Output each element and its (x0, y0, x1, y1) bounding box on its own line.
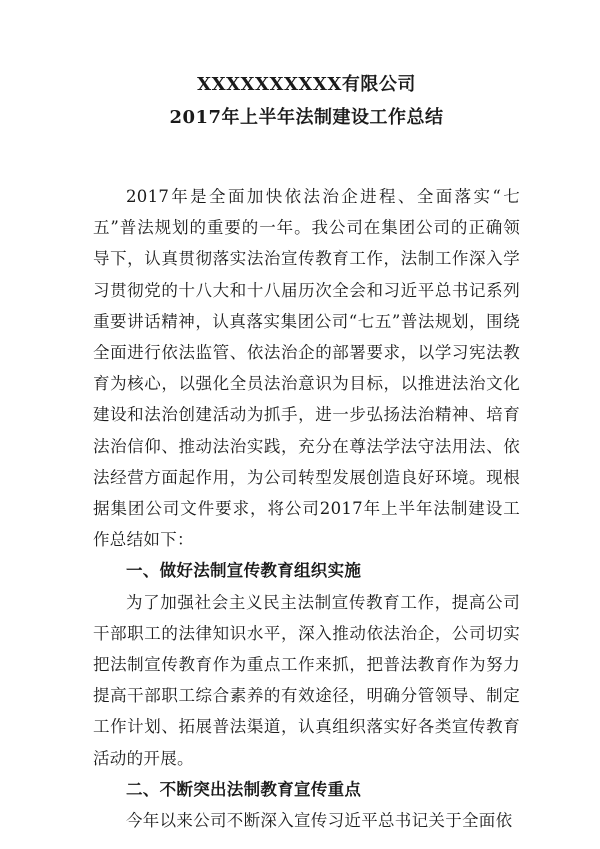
section-2-heading: 二、不断突出法制教育宣传重点 (126, 779, 362, 799)
document-body (93, 181, 520, 836)
section-2-paragraph: 今年以来公司不断深入宣传习近平总书记关于全面依 (126, 811, 513, 831)
intro-paragraph: 2017年是全面加快依法治企进程、全面落实“七五”普法规划的重要的一年。我公司在集团公司的正确领导下，认真贯彻落实法治宣传教育工作，法制工作深入学习贯彻党的十八大和十八届历次全会和习近平总书记系列重要讲话精神，认真落实集团公司“七五”普法规划，围绕全面进行依法监管、依法治企的部署要求，以学习宪法教育为核心，以强化全员法治意识为目标，以推进法治文化建设和法治创建活动为抓手，进一步弘扬法治精神、培育法治信仰、推动法治实践，充分在尊法学法守法用法、依法经营方面起作用，为公司转型发展创造良好环境。现根据集团公司文件要求，将公司2017年上半年法制建设工作总结如下： (93, 187, 520, 550)
document-title: 2017年上半年法制建设工作总结 (169, 107, 444, 128)
section-1-paragraph: 为了加强社会主义民主法制宣传教育工作，提高公司干部职工的法律知识水平，深入推动依法治企，公司切实把法制宣传教育作为重点工作来抓，把普法教育作为努力提高干部职工综合素养的有效途径，明确分管领导、制定工作计划、拓展普法渠道，认真组织落实好各类宣传教育活动的开展。 (93, 592, 520, 768)
document-title-company: XXXXXXXXXX有限公司 (197, 74, 416, 95)
section-1-heading: 一、做好法制宣传教育组织实施 (126, 561, 362, 581)
